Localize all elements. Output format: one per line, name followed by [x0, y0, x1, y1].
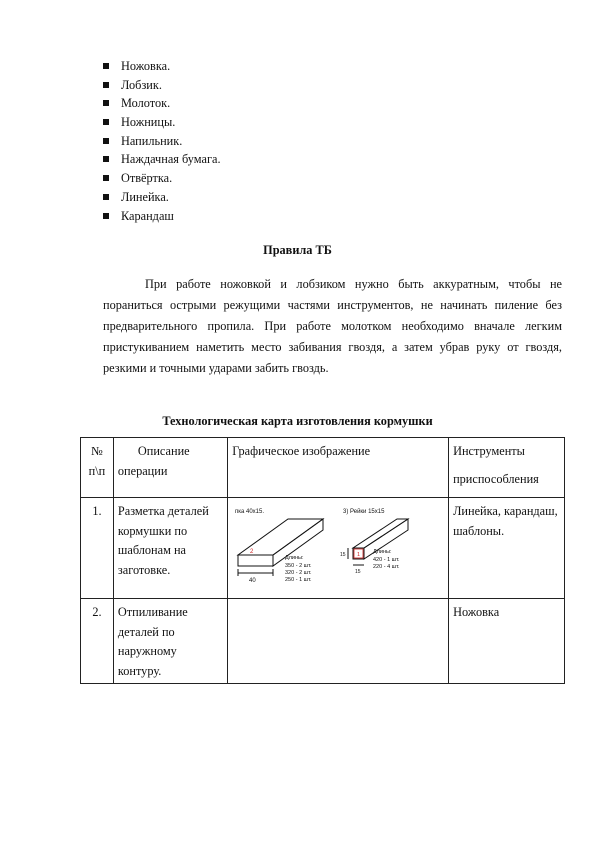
row-description-cell: Разметка деталей кормушки по шаблонам на заготовке.	[113, 498, 227, 599]
list-item	[103, 132, 221, 151]
rules-paragraph: При работе ножовкой и лобзиком нужно быть аккуратным, чтобы не пораниться острыми режущими частями инструментов, не начинать пиление без предварительного пропила. При работе молотком необходимо вначале легким пристукиванием наметить место забивания гвоздя, а затем убрав руку от гвоздя, резкими и точными ударами забить гвоздь.	[103, 277, 562, 375]
list-item	[103, 113, 221, 132]
bullet-icon	[103, 213, 109, 219]
list-item	[103, 94, 221, 113]
list-item-label: Ножницы.	[121, 115, 176, 130]
right-lengths-title: Длины:	[373, 549, 392, 555]
list-item	[103, 150, 221, 169]
list-item-label: Напильник.	[121, 133, 183, 148]
list-item-label: Ножовка.	[121, 59, 171, 73]
right-length-2: 220 - 4 шт.	[373, 564, 400, 570]
row-image-cell	[228, 498, 449, 599]
header-tools-top: Инструменты	[453, 444, 525, 458]
row-image-cell	[228, 599, 449, 684]
table-row	[81, 599, 565, 684]
left-length-1: 350 - 2 шт.	[285, 563, 312, 569]
right-dim-width: 15	[355, 569, 361, 575]
left-length-3: 250 - 1 шт.	[285, 577, 312, 583]
right-plank-label: 3) Рейки 15х15	[343, 509, 385, 515]
list-item-label: Отвёртка.	[121, 171, 173, 186]
bullet-icon	[103, 175, 109, 181]
left-plank-label: пка 40х15.	[235, 509, 265, 515]
tech-map-title: Технологическая карта изготовления кормушки	[162, 414, 433, 428]
list-item	[103, 57, 221, 76]
table-header-row	[81, 438, 565, 498]
list-item	[103, 188, 221, 207]
row-num-cell: 1.	[81, 498, 114, 599]
tech-map-table	[80, 437, 565, 684]
header-num-bottom: п\п	[88, 463, 106, 478]
bullet-icon	[103, 82, 109, 88]
header-image-label: Графическое изображение	[232, 444, 371, 458]
header-tools-cell	[449, 438, 565, 498]
header-tools-bottom: приспособления	[453, 471, 539, 486]
planks-sketch	[233, 505, 433, 585]
rules-title: Правила ТБ	[263, 243, 332, 257]
list-item-label: Лобзик.	[121, 77, 162, 92]
header-desc-cell	[113, 438, 227, 498]
bullet-icon	[103, 156, 109, 162]
header-num-cell	[81, 438, 114, 498]
bullet-icon	[103, 119, 109, 125]
right-length-1: 420 - 1 шт.	[373, 557, 400, 563]
right-mark: 1	[357, 552, 361, 558]
left-dim-width: 40	[249, 578, 256, 584]
row-tools-cell: Линейка, карандаш, шаблоны.	[449, 498, 565, 599]
row-num-cell: 2.	[81, 599, 114, 684]
header-desc-bottom: операции	[117, 463, 168, 478]
bullet-icon	[103, 138, 109, 144]
right-dim-side: 15	[340, 552, 346, 558]
list-item-label: Молоток.	[121, 96, 171, 111]
left-length-2: 320 - 2 шт.	[285, 570, 312, 576]
row-tools-cell: Ножовка	[449, 599, 565, 684]
list-item	[103, 169, 221, 188]
header-desc-top: Описание	[137, 444, 190, 458]
left-mark: 2	[250, 549, 254, 555]
bullet-icon	[103, 63, 109, 69]
bullet-icon	[103, 194, 109, 200]
tools-list	[103, 57, 221, 225]
list-item	[103, 76, 221, 95]
list-item-label: Линейка.	[121, 189, 169, 204]
list-item	[103, 207, 221, 226]
header-num-top: №	[91, 444, 103, 458]
row-description-cell: Отпиливание деталей по наружному контуру.	[113, 599, 227, 684]
header-image-cell	[228, 438, 449, 498]
table-row	[81, 498, 565, 599]
list-item-label: Наждачная бумага.	[121, 152, 221, 167]
left-lengths-title: Длины:	[285, 555, 304, 561]
bullet-icon	[103, 100, 109, 106]
list-item-label: Карандаш	[121, 208, 174, 223]
